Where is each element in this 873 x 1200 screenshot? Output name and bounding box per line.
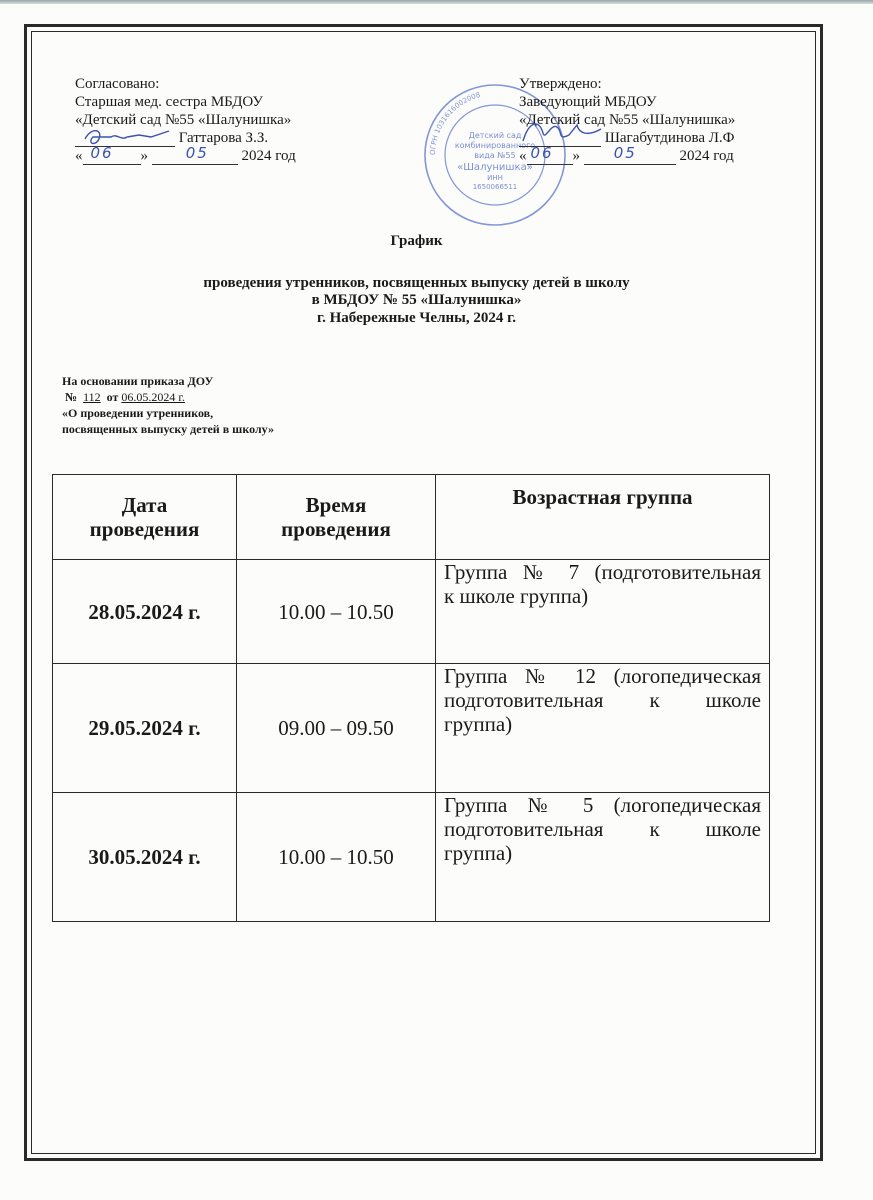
approval-block-left	[75, 75, 296, 165]
row-group: Группа № 7 (подготовительная к школе группа)	[436, 560, 770, 664]
document-subtitle-line-1: проведения утренников, посвященных выпуску детей в школу	[203, 275, 630, 291]
approval-left-label: Согласовано:	[75, 76, 160, 92]
row-group: Группа № 5 (логопедическая подготовительная к школе группа)	[436, 793, 770, 922]
scan-edge	[0, 0, 873, 4]
basis-line-3: «О проведении утренников,	[62, 406, 214, 420]
approval-right-date	[519, 144, 735, 165]
stamp-line-2: комбинированного	[454, 141, 536, 150]
document-heading: График	[390, 233, 443, 249]
approval-left-position: Старшая мед. сестра МБДОУ	[75, 94, 264, 110]
row-date: 30.05.2024 г.	[53, 793, 237, 922]
approval-left-signer: Гаттарова З.З.	[178, 130, 269, 146]
schedule-table	[52, 474, 770, 922]
approval-left-year: 2024 год	[241, 148, 296, 164]
month-underline	[584, 144, 676, 165]
approval-block-right	[519, 75, 735, 165]
number-prefix: №	[65, 390, 78, 404]
order-basis	[62, 373, 274, 437]
approval-right-month: 05	[613, 144, 637, 162]
row-time: 10.00 – 10.50	[237, 793, 436, 922]
basis-line-1: На основании приказа ДОУ	[62, 374, 214, 388]
basis-line-2	[62, 389, 274, 405]
approval-left-month: 05	[185, 144, 209, 162]
document-subtitle-line-3: г. Набережные Челны, 2024 г.	[317, 310, 516, 326]
approval-right-signer: Шагабутдинова Л.Ф	[604, 130, 735, 146]
stamp-line-4: «Шалунишка»	[457, 162, 533, 173]
approval-left-organization: «Детский сад №55 «Шалунишка»	[75, 112, 292, 128]
approval-right-organization: «Детский сад №55 «Шалунишка»	[519, 112, 736, 128]
table-row	[53, 793, 770, 922]
header-time: Время проведения	[237, 475, 436, 560]
basis-line-4: посвященных выпуску детей в школу»	[62, 422, 274, 436]
approval-left-date	[75, 144, 296, 165]
date-prefix: от	[106, 390, 119, 404]
table-row	[53, 664, 770, 793]
row-time: 09.00 – 09.50	[237, 664, 436, 793]
approval-right-year: 2024 год	[679, 148, 734, 164]
quote-open: «	[519, 148, 527, 164]
row-date: 28.05.2024 г.	[53, 560, 237, 664]
approval-left-day: 06	[90, 144, 114, 162]
document-subtitle-line-2: в МБДОУ № 55 «Шалунишка»	[311, 292, 522, 308]
approval-right-position: Заведующий МБДОУ	[519, 94, 657, 110]
quote-close: »	[140, 148, 148, 164]
header-date: Дата проведения	[53, 475, 237, 560]
day-underline	[527, 144, 573, 165]
header-group: Возрастная группа	[436, 475, 770, 560]
stamp-line-3: вида №55	[474, 151, 516, 160]
stamp-line-6: 1650066511	[472, 183, 518, 191]
stamp-line-1: Детский сад	[468, 131, 522, 140]
row-time: 10.00 – 10.50	[237, 560, 436, 664]
quote-open: «	[75, 148, 83, 164]
row-date: 29.05.2024 г.	[53, 664, 237, 793]
approval-right-day: 06	[530, 144, 554, 162]
day-underline	[83, 144, 141, 165]
quote-close: »	[572, 148, 580, 164]
order-number: 112	[83, 390, 101, 404]
order-date: 06.05.2024 г.	[121, 390, 185, 404]
month-underline	[152, 144, 238, 165]
stamp-ogrn: ОГРН 1031616002008	[428, 90, 482, 156]
table-row	[53, 560, 770, 664]
stamp-line-5: ИНН	[487, 174, 503, 182]
row-group: Группа № 12 (логопедическая подготовительная к школе группа)	[436, 664, 770, 793]
approval-right-label: Утверждено:	[519, 76, 602, 92]
table-header-row	[53, 475, 770, 560]
